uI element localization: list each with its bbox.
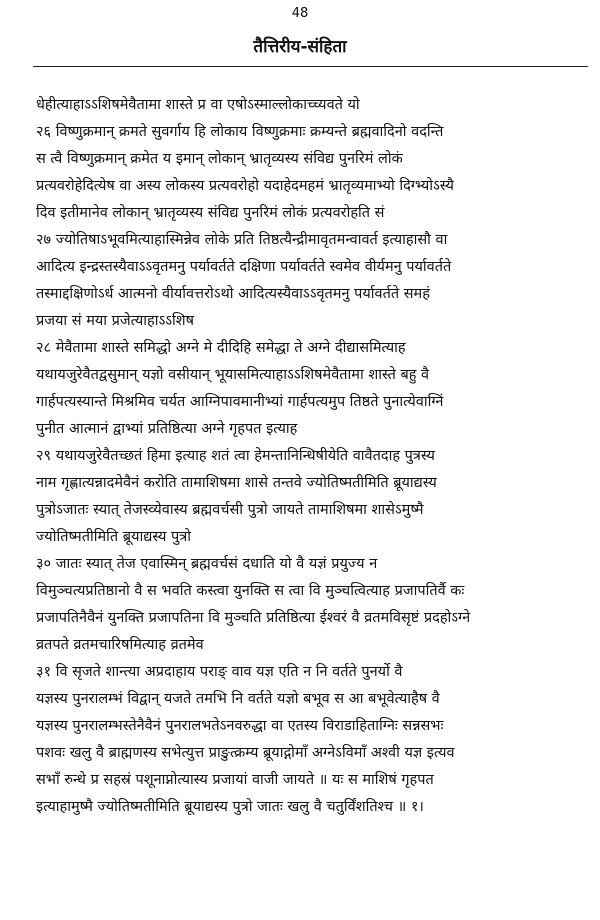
text-line: आदित्य इन्द्रस्तस्यैवाऽऽवृतमनु पर्यावर्तते दक्षिणा पर्यावर्तते स्वमेव वीर्यमनु पर्यावर्तते <box>36 259 452 275</box>
text-line: सभाँ रुन्धे प्र सहस्रं पशूनाप्नोत्यास्य प्रजायां वाजी जायते ॥ यः स माशिषं गृहपत <box>36 772 434 788</box>
text-line: विमुञ्चत्यप्रतिष्ठानो वै स भवति कस्त्वा युनक्ति स त्वा वि मुञ्चत्वित्याह प्रजापतिर्वै कः <box>36 583 465 599</box>
text-line: पुनीत आत्मानं द्वाभ्यां प्रतिष्ठित्या अग्ने गृहपत इत्याह <box>36 421 298 437</box>
text-line: ३१ वि सृजते शान्त्या अप्रदाहाय पराङ् वाव यज्ञ एति न नि वर्तते पुनर्यो वै <box>36 664 403 680</box>
text-line: २७ ज्योतिषाऽभूवमित्याहास्मिन्नेव लोके प्रति तिष्ठत्यैन्द्रीमावृतमन्वावर्त इत्याहासौ वा <box>36 232 448 248</box>
text-line: २६ विष्णुक्रमान् क्रमते सुवर्गाय हि लोकाय विष्णुक्रमाः क्रम्यन्ते ब्रह्मवादिनो वदन्ति <box>36 124 444 140</box>
text-line: गार्हपत्यस्यान्ते मिश्रमिव चर्यत आग्निपावमानीभ्यां गार्हपत्यमुप तिष्ठते पुनात्येवाग्निं <box>36 394 444 410</box>
text-line: यज्ञस्य पुनरालम्भं विद्वान् यजते तमभि नि वर्तते यज्ञो बभूव स आ बभूवेत्याहैष वै <box>36 691 440 707</box>
text-line: पुत्रोऽजातः स्यात् तेजस्व्येवास्य ब्रह्मवर्चसी पुत्रो जायते तामाशिषमा शासेऽमुष्मै <box>36 502 424 518</box>
body-text <box>36 92 588 821</box>
text-line: ज्योतिष्मतीमिति ब्रूयाद्यस्य पुत्रो <box>36 529 192 545</box>
text-line: प्रजया सं मया प्रजेत्याहाऽऽशिष <box>36 313 195 329</box>
text-line: ३० जातः स्यात् तेज एवास्मिन् ब्रह्मवर्चसं दधाति यो वै यज्ञं प्रयुज्य न <box>36 556 378 572</box>
text-line: २९ यथायजुरेवैतच्छतं हिमा इत्याह शतं त्वा हेमन्तानिन्धिषीयेति वावैतदाह पुत्रस्य <box>36 448 435 464</box>
text-line: यथायजुरेवैतद्वसुमान् यज्ञो वसीयान् भूयासमित्याहाऽऽशिषमेवैतामा शास्ते बहु वै <box>36 367 430 383</box>
text-line: इत्याहामुष्मै ज्योतिष्मतीमिति ब्रूयाद्यस्य पुत्रो जातः खलु वै चतुर्विंशतिश्च ॥ १। <box>36 799 424 815</box>
text-line: दिव इतीमानेव लोकान् भ्रातृव्यस्य संविद्य पुनरिमं लोकं प्रत्यवरोहति सं <box>36 205 385 221</box>
text-line: यज्ञस्य पुनरालम्भस्तेनैवैनं पुनरालभतेऽनवरुद्धा वा एतस्य विराडाहिताग्निः सन्नसभः <box>36 718 444 734</box>
text-line: स त्वै विष्णुक्रमान् क्रमेत य इमान् लोकान् भ्रातृव्यस्य संविद्य पुनरिमं लोकं <box>36 151 403 167</box>
text-line: २८ मेवैतामा शास्ते समिद्धो अग्ने मे दीदिहि समेद्धा ते अग्ने दीद्यासमित्याह <box>36 340 406 356</box>
text-line: धेहीत्याहाऽऽशिषमेवैतामा शास्ते प्र वा एषोऽस्माल्लोकाच्च्यवते यो <box>36 97 360 113</box>
page-title: तैत्तिरीय-संहिता <box>253 37 347 57</box>
title-divider <box>33 66 588 67</box>
text-line: तस्माद्दक्षिणोऽर्ध आत्मनो वीर्यावत्तरोऽथो आदित्यस्यैवाऽऽवृतमनु पर्यावर्तते समहं <box>36 286 430 302</box>
text-line: व्रतपते व्रतमचारिषमित्याह व्रतमेव <box>36 637 204 653</box>
text-line: प्रजापतिनैवैनं युनक्ति प्रजापतिना वि मुञ्चति प्रतिष्ठित्या ईश्वरं वै व्रतमविसृष्टं प्रदहोऽग्ने <box>36 610 471 626</box>
text-line: नाम गृह्णात्यन्नादमेवैनं करोति तामाशिषमा शासे तन्तवे ज्योतिष्मतीमिति ब्रूयाद्यस्य <box>36 475 437 491</box>
text-line: पशवः खलु वै ब्राह्मणस्य सभेत्युत्त प्राङुत्क्रम्य ब्रूयाद्गोमाँ अग्नेऽविमाँ अश्वी यज्ञ इत्यव <box>36 745 455 761</box>
text-line: प्रत्यवरोहेदित्येष वा अस्य लोकस्य प्रत्यवरोहो यदाहेदमहमं भ्रातृव्यमाभ्यो दिग्भ्योऽस्यै <box>36 178 454 194</box>
page-number: 48 <box>291 6 309 21</box>
